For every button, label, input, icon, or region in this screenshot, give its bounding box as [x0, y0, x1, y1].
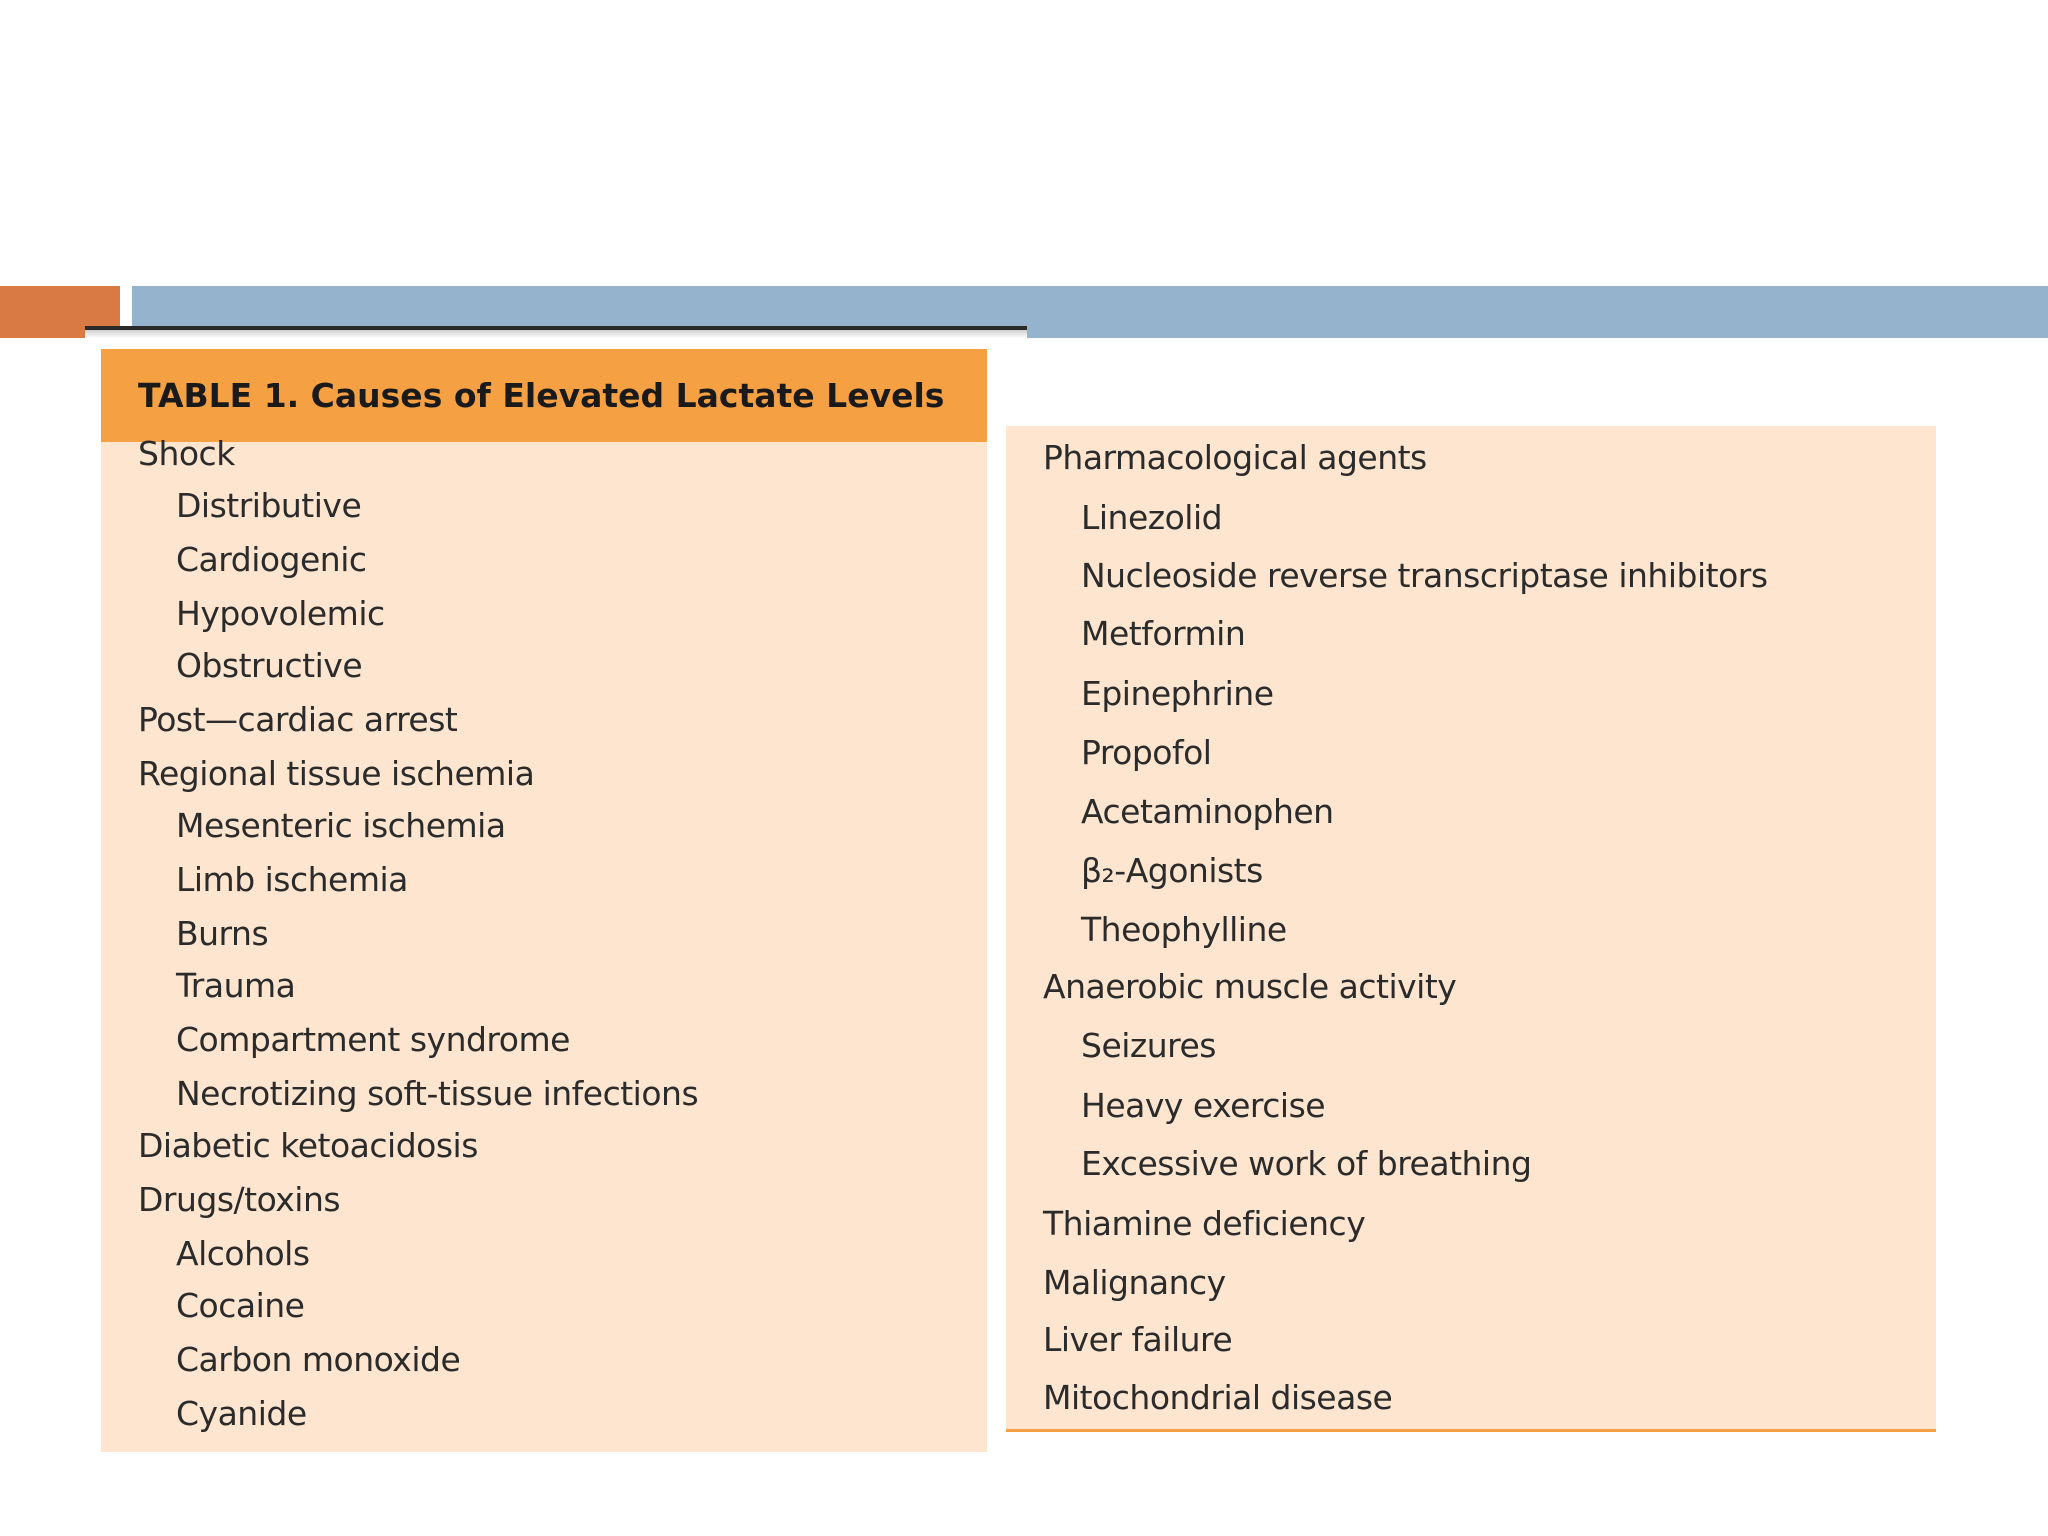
- right-column-item: Heavy exercise: [1081, 1086, 1326, 1125]
- right-column-item: Excessive work of breathing: [1081, 1144, 1532, 1183]
- table-bottom-rule: [1006, 1429, 1936, 1432]
- left-column-item: Diabetic ketoacidosis: [138, 1126, 478, 1165]
- right-column-item: Mitochondrial disease: [1043, 1378, 1393, 1417]
- right-column-item: Malignancy: [1043, 1263, 1226, 1302]
- left-column-item: Regional tissue ischemia: [138, 754, 535, 793]
- left-column-item: Burns: [176, 914, 269, 953]
- divider-shadow: [85, 330, 1027, 338]
- right-column-item: Acetaminophen: [1081, 792, 1334, 831]
- right-column-item: Epinephrine: [1081, 674, 1274, 713]
- left-column-item: Hypovolemic: [176, 594, 385, 633]
- left-column-item: Cyanide: [176, 1394, 307, 1433]
- left-column-item: Compartment syndrome: [176, 1020, 570, 1059]
- left-column-item: Shock: [138, 434, 235, 473]
- right-column-item: Thiamine deficiency: [1043, 1204, 1366, 1243]
- table-header: [101, 349, 987, 442]
- table-right-panel: [1006, 426, 1936, 1432]
- left-column-item: Trauma: [176, 966, 296, 1005]
- left-column-item: Post—cardiac arrest: [138, 700, 458, 739]
- table-title: TABLE 1. Causes of Elevated Lactate Levels: [138, 376, 945, 415]
- table-left-panel: [101, 349, 987, 1452]
- left-column-item: Mesenteric ischemia: [176, 806, 506, 845]
- right-column-item: Propofol: [1081, 733, 1212, 772]
- right-column-item: Seizures: [1081, 1026, 1216, 1065]
- right-column-item: Theophylline: [1081, 910, 1287, 949]
- right-column-item: Liver failure: [1043, 1320, 1233, 1359]
- left-column-item: Alcohols: [176, 1234, 310, 1273]
- right-column-item: Nucleoside reverse transcriptase inhibitors: [1081, 556, 1768, 595]
- left-column-item: Carbon monoxide: [176, 1340, 461, 1379]
- left-column-item: Limb ischemia: [176, 860, 408, 899]
- right-column-item: Linezolid: [1081, 498, 1223, 537]
- right-column-item: β₂-Agonists: [1081, 851, 1263, 890]
- left-column-item: Obstructive: [176, 646, 363, 685]
- right-column-item: Anaerobic muscle activity: [1043, 967, 1457, 1006]
- left-column-item: Cocaine: [176, 1286, 305, 1325]
- right-column-item: Metformin: [1081, 614, 1246, 653]
- left-column-item: Distributive: [176, 486, 362, 525]
- right-column-item: Pharmacological agents: [1043, 438, 1427, 477]
- left-column-item: Cardiogenic: [176, 540, 367, 579]
- left-column-item: Necrotizing soft-tissue infections: [176, 1074, 699, 1113]
- left-column-item: Drugs/toxins: [138, 1180, 341, 1219]
